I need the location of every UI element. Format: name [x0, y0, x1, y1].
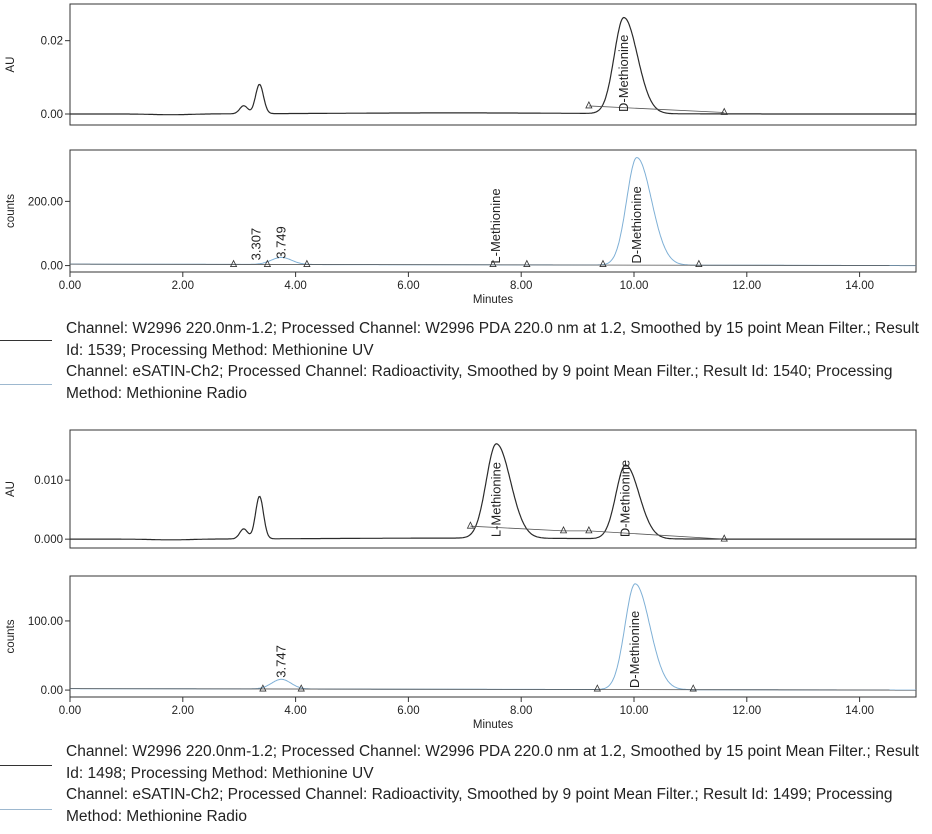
xtick-label-radio-1-1: 2.00: [171, 280, 194, 292]
peak-label-radio-2-0: 3.747: [273, 645, 289, 678]
xlabel-radio-2: Minutes: [472, 719, 514, 731]
peak-label-radio-1-3: D-Methionine: [628, 186, 644, 264]
peak-label-radio-2-1: D-Methionine: [627, 610, 643, 689]
xtick-label-radio-1-5: 10.00: [619, 280, 649, 292]
integration-marker-uv-2-1: [561, 527, 567, 533]
integration-marker-uv-2-2: [586, 527, 592, 533]
xtick-label-radio-2-5: 10.00: [619, 705, 649, 717]
ylabel-uv-1: AU: [5, 56, 17, 73]
legend-block-1: [66, 318, 932, 404]
peak-label-radio-1-0: 3.307: [248, 227, 264, 261]
trace-uv-1: [70, 18, 916, 115]
xtick-label-radio-1-4: 8.00: [510, 280, 533, 292]
xtick-label-radio-2-3: 6.00: [397, 705, 420, 717]
xtick-label-radio-1-7: 14.00: [845, 280, 874, 292]
ylabel-radio-1: counts: [5, 194, 17, 228]
xtick-label-radio-1-3: 6.00: [397, 280, 420, 292]
legend-block-2: [66, 741, 932, 827]
peak-label-radio-1-2: L-Methionine: [487, 188, 503, 264]
integration-marker-uv-1-0: [586, 102, 592, 108]
peak-label-radio-1-1: 3.749: [273, 226, 289, 259]
ytick-label-radio-1-1: 200.00: [27, 196, 63, 209]
legend-text-radio-1: Channel: eSATIN-Ch2; Processed Channel: Radioactivity, Smoothed by 9 point Mean Filter.; Result Id: 1540; Processing Method: Methionine Radio: [66, 363, 893, 402]
xtick-label-radio-2-6: 12.00: [732, 705, 762, 717]
ytick-label-uv-2-1: 0.010: [34, 475, 63, 488]
legend-text-uv-1: Channel: W2996 220.0nm-1.2; Processed Channel: W2996 PDA 220.0 nm at 1.2, Smoothed by 15 point Mean Filter.; Result Id: 1539; Processing Method: Methionine UV: [66, 320, 919, 359]
legend-swatch-radio-1: [0, 384, 52, 385]
integration-marker-uv-2-3: [721, 535, 727, 541]
integration-line-uv-2-2: [589, 531, 724, 539]
xtick-label-radio-2-7: 14.00: [845, 705, 874, 717]
legend-text-uv-2: Channel: W2996 220.0nm-1.2; Processed Channel: W2996 PDA 220.0 nm at 1.2, Smoothed by 15 point Mean Filter.; Result Id: 1498; Processing Method: Methionine UV: [66, 743, 919, 782]
ytick-label-radio-2-1: 100.00: [27, 615, 63, 628]
integration-marker-radio-1-5: [600, 261, 606, 267]
xtick-label-radio-2-1: 2.00: [171, 705, 194, 717]
legend-swatch-uv-1: [0, 340, 52, 341]
xtick-label-radio-2-2: 4.00: [284, 705, 307, 717]
ytick-label-radio-1-0: 0.00: [40, 260, 63, 273]
peak-label-uv-1-0: D-Methionine: [615, 34, 631, 112]
integration-marker-radio-1-4: [524, 261, 530, 267]
xtick-label-radio-2-4: 8.00: [510, 705, 533, 717]
xlabel-radio-1: Minutes: [472, 294, 514, 306]
peak-label-uv-2-0: L-Methionine: [488, 461, 504, 538]
peak-label-uv-2-1: D-Methionine: [617, 459, 633, 538]
xtick-label-radio-1-0: 0.00: [58, 280, 82, 292]
integration-marker-uv-2-0: [467, 522, 473, 528]
ytick-label-uv-2-0: 0.000: [34, 534, 63, 547]
plot-frame-radio-2: [70, 576, 916, 697]
xtick-label-radio-2-0: 0.00: [58, 705, 82, 717]
plot-frame-uv-1: [70, 4, 916, 125]
integration-line-uv-1-0: [589, 106, 724, 113]
trace-radio-2: [70, 584, 916, 690]
ytick-label-radio-2-0: 0.00: [40, 685, 63, 698]
integration-line-uv-2-0: [470, 526, 563, 531]
ylabel-uv-2: AU: [5, 481, 17, 497]
ytick-label-uv-1-1: 0.02: [40, 35, 63, 48]
legend-swatch-radio-2: [0, 809, 52, 810]
ytick-label-uv-1-0: 0.00: [40, 109, 63, 121]
xtick-label-radio-1-6: 12.00: [732, 280, 762, 292]
legend-swatch-uv-2: [0, 765, 52, 766]
integration-marker-radio-2-2: [594, 685, 600, 691]
legend-text-radio-2: Channel: eSATIN-Ch2; Processed Channel: Radioactivity, Smoothed by 9 point Mean Filter.; Result Id: 1499; Processing Method: Methionine Radio: [66, 786, 893, 825]
xtick-label-radio-1-2: 4.00: [284, 280, 307, 292]
integration-marker-radio-1-0: [231, 261, 237, 267]
ylabel-radio-2: counts: [5, 619, 17, 654]
